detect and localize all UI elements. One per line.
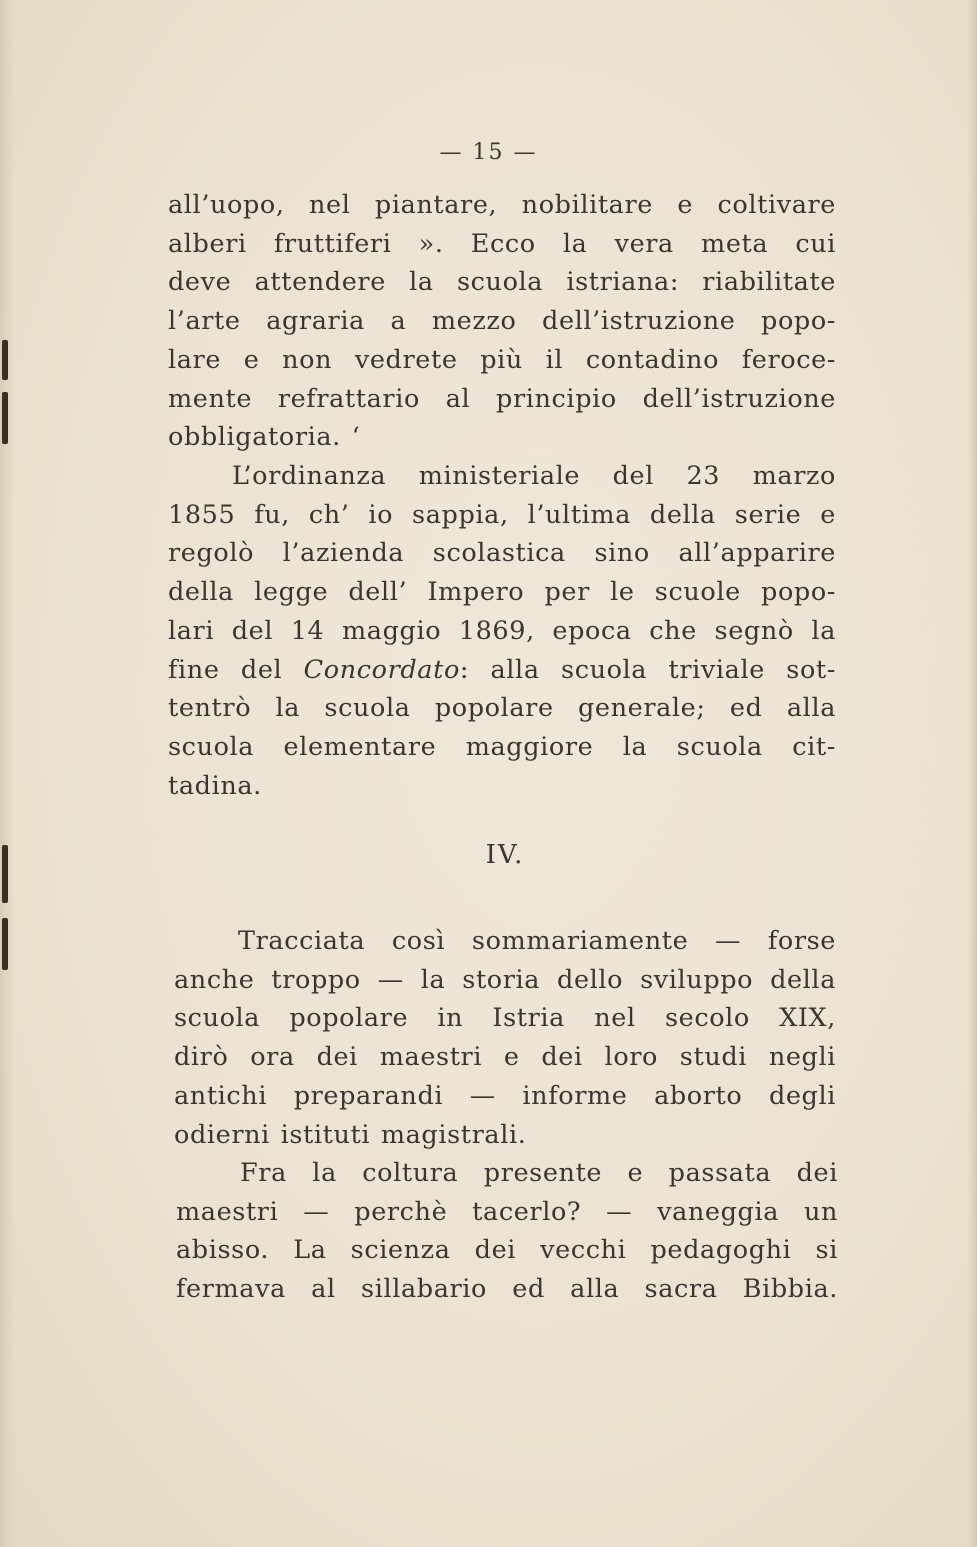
text-line: lare e non vedrete più il contadino feroce-	[168, 344, 836, 375]
text-line: abisso. La scienza dei vecchi pedagoghi si	[176, 1235, 838, 1266]
text-line: Tracciata così sommariamente — forse	[238, 926, 836, 956]
ordinance-paragraph	[168, 457, 836, 805]
section-paragraph	[176, 1154, 838, 1309]
text-line: Fra la coltura presente e passata dei	[240, 1158, 838, 1188]
text-line: tentrò la scuola popolare generale; ed alla	[168, 693, 836, 724]
italic-term: Concordato	[303, 654, 460, 685]
text-line: della legge dell’ Impero per le scuole popo-	[168, 577, 836, 608]
page-number: — 15 —	[439, 140, 538, 165]
text-fragment: fine del	[168, 654, 304, 685]
text-line: 1855 fu, ch’ io sappia, l’ultima della serie e	[168, 499, 836, 530]
text-line: L’ordinanza ministeriale del 23 marzo	[232, 461, 836, 491]
text-line: obbligatoria. ‘	[168, 422, 361, 453]
text-line: all’uopo, nel piantare, nobilitare e coltivare	[168, 190, 836, 220]
text-line: scuola elementare maggiore la scuola cit-	[168, 731, 836, 762]
text-line: dirò ora dei maestri e dei loro studi negli	[174, 1042, 836, 1073]
binding-stitch-mark	[2, 340, 8, 380]
binding-stitch-mark	[2, 392, 8, 444]
text-line: maestri — perchè tacerlo? — vaneggia un	[176, 1196, 838, 1227]
text-line: mente refrattario al principio dell’istruzione	[168, 383, 836, 414]
continued-paragraph	[168, 186, 836, 457]
text-line: tadina.	[168, 770, 262, 801]
text-line: lari del 14 maggio 1869, epoca che segnò la	[168, 615, 836, 646]
text-line: scuola popolare in Istria nel secolo XIX,	[174, 1003, 836, 1034]
text-line: fermava al sillabario ed alla sacra Bibbia.	[176, 1274, 838, 1305]
text-line: antichi preparandi — informe aborto degli	[174, 1080, 836, 1111]
text-line: odierni istituti magistrali.	[174, 1119, 527, 1150]
section-heading: IV.	[485, 840, 525, 870]
text-line: l’arte agraria a mezzo dell’istruzione popo-	[168, 306, 836, 337]
text-line: anche troppo — la storia dello sviluppo della	[174, 964, 836, 995]
text-line: alberi fruttiferi ». Ecco la vera meta cui	[168, 228, 836, 259]
page-left-edge-shadow	[0, 0, 14, 1547]
page-right-edge-shadow	[967, 0, 977, 1547]
binding-stitch-mark	[2, 918, 8, 970]
text-line: regolò l’azienda scolastica sino all’apparire	[168, 538, 836, 569]
section-paragraph	[174, 922, 836, 1154]
text-line-with-italic	[168, 651, 836, 690]
text-fragment: : alla scuola triviale sot-	[459, 654, 836, 685]
text-line: deve attendere la scuola istriana: riabilitate	[168, 267, 836, 298]
